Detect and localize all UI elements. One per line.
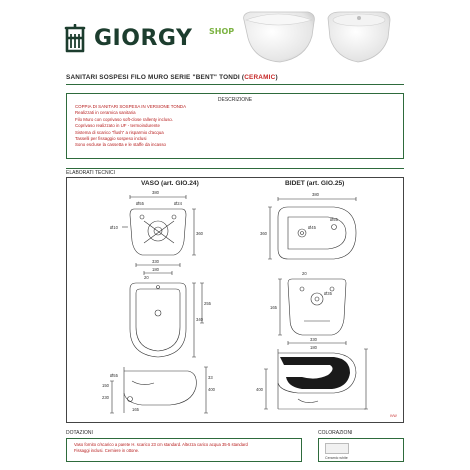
technical-drawings	[66, 177, 404, 423]
brand-name: GIORGY	[94, 26, 193, 51]
bidet-dim-d55: Ø55	[330, 217, 338, 222]
description-line: COPPIA DI SANITARI SOSPESA IN VERSIONE TONDA	[75, 104, 187, 109]
bidet-dim-w330: 330	[310, 337, 317, 342]
dotazioni-heading: DOTAZIONI	[66, 430, 93, 436]
vaso-dim-w165: 165	[132, 407, 139, 412]
vaso-title: VASO (art. GIO.24)	[141, 180, 199, 187]
vaso-dim-w330: 330	[152, 259, 159, 264]
bidet-product-image	[322, 6, 396, 68]
product-title: SANITARI SOSPESI FILO MURO SERIE "BENT" TONDI (CERAMIC)	[66, 74, 278, 81]
vaso-dim-h400: 400	[208, 387, 215, 392]
dotazioni-line: Fissaggi inclusi. Cerniere in ottone.	[74, 447, 140, 453]
bidet-dim-w380: 380	[312, 192, 319, 197]
vaso-dim-h55: Ø55	[110, 373, 118, 378]
vaso-dim-d55: Ø55	[136, 201, 144, 206]
vaso-dim-w20: 20	[144, 275, 149, 280]
vaso-dim-h33: 33	[208, 375, 213, 380]
colorazioni-heading: COLORAZIONI	[318, 430, 353, 436]
bidet-dim-h165: 165	[270, 305, 277, 310]
description-box	[66, 93, 404, 159]
vaso-dim-h150: 150	[102, 383, 109, 388]
toilet-product-image	[236, 6, 320, 68]
description-line: Tasselli per fissaggio sospeso inclusi	[75, 136, 147, 142]
vaso-dim-h230: 230	[102, 395, 109, 400]
color-swatch-label: Ceramic white	[325, 456, 348, 460]
vaso-dim-w255: 255	[204, 301, 211, 306]
bidet-dim-d35: Ø35	[324, 291, 332, 296]
description-line: Realizzati in ceramica sanitaria	[75, 110, 136, 116]
drawing-ref-code: IVW	[390, 414, 397, 418]
vaso-dim-w180: 180	[152, 267, 159, 272]
bidet-dim-w180: 180	[310, 345, 317, 350]
vaso-dim-w380: 380	[152, 190, 159, 195]
description-list	[75, 104, 186, 149]
dotazioni-line: Vaso fornito c/scarico a parete H. scarico 23 cm standard. Altezza carico acqua 35-5 standard	[74, 442, 248, 447]
vaso-dim-h340: 340	[196, 317, 203, 322]
bidet-title: BIDET (art. GIO.25)	[285, 180, 345, 187]
color-swatch[interactable]	[325, 443, 349, 454]
bidet-dim-h360: 360	[260, 231, 267, 236]
dotazioni-box	[66, 438, 302, 462]
bathroom-fixture-icon	[62, 24, 88, 54]
technical-heading: ELABORATI TECNICI	[66, 170, 115, 176]
colorazioni-box	[318, 438, 404, 462]
vaso-dim-d10: Ø10	[110, 225, 118, 230]
bidet-dim-w20: 20	[302, 271, 307, 276]
title-divider	[66, 84, 404, 85]
bidet-dim-h400: 400	[256, 387, 263, 392]
description-heading: DESCRIZIONE	[217, 97, 253, 103]
vaso-dim-d24: Ø24	[174, 201, 182, 206]
description-line: Sistema di scarico "flush" a risparmio d'acqua	[75, 129, 164, 135]
title-highlight: CERAMIC	[244, 74, 276, 81]
description-line: Coprivaso realizzato in UF - termoindurente	[75, 123, 160, 129]
vaso-dim-h360: 360	[196, 231, 203, 236]
description-line: Sono escluse la cassetta e le staffe da incasso	[75, 142, 166, 148]
brand-shop: SHOP	[209, 27, 235, 36]
technical-divider	[66, 168, 404, 169]
bidet-dim-d45: Ø45	[308, 225, 316, 230]
description-line: Filo Muro con coprivaso soft-close rallenty incluso.	[75, 116, 174, 122]
